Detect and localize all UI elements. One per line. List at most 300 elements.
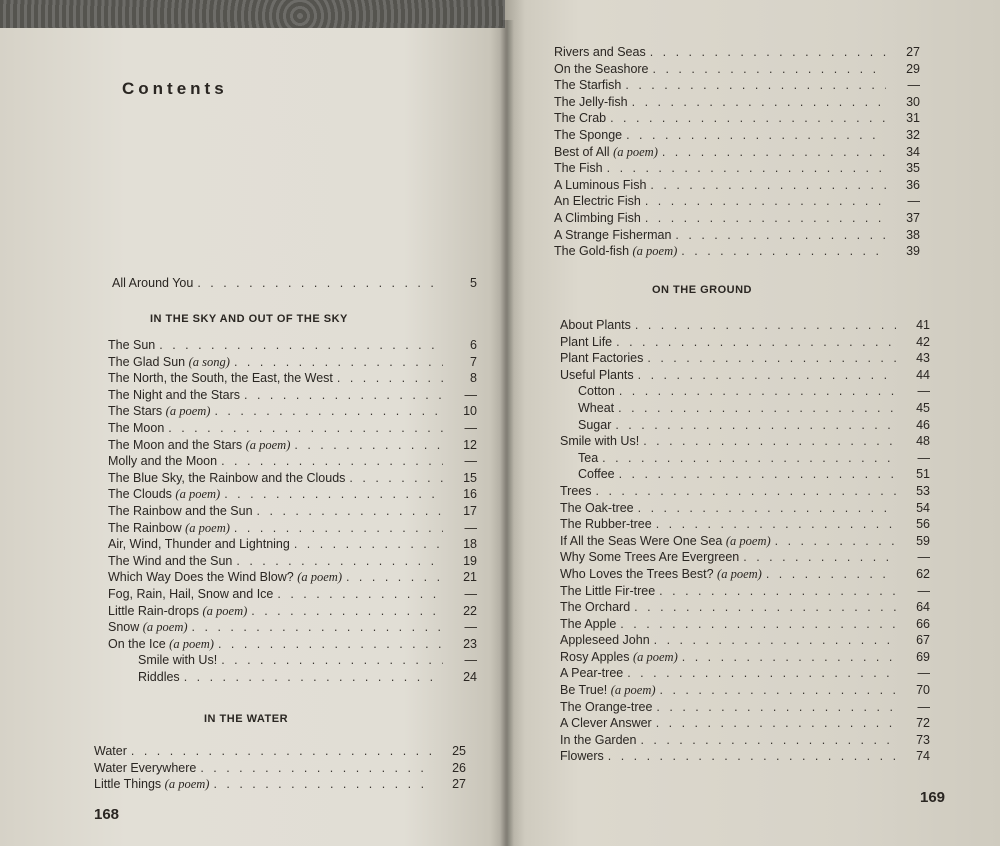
toc-entry-page: 25 — [452, 744, 466, 758]
toc-entry-title-text: The Rainbow and the Sun — [108, 503, 253, 518]
toc-entry-title — [560, 434, 643, 448]
toc-entry — [108, 604, 477, 621]
toc-entry-title-text: The Apple — [560, 616, 617, 631]
toc-entry-title — [94, 744, 131, 758]
toc-entry-note: (a poem) — [165, 404, 211, 419]
toc-entry-title-text: Molly and the Moon — [108, 454, 218, 469]
toc-entry — [108, 404, 477, 421]
toc-entry-note: (a poem) — [632, 649, 678, 664]
toc-entry — [554, 178, 920, 195]
dot-leader — [277, 587, 443, 601]
toc-entry-title-text: Trees — [560, 483, 592, 498]
toc-continued-list — [554, 45, 920, 261]
toc-entry-page: 67 — [916, 633, 930, 648]
toc-entry-page: 10 — [463, 404, 477, 419]
toc-entry-title-text: Flowers — [560, 749, 604, 764]
dot-leader — [346, 570, 443, 584]
toc-entry-page: — — [464, 620, 477, 635]
page-number-right: 169 — [920, 789, 946, 806]
dot-leader — [294, 537, 443, 551]
toc-entry-title-text: The Stars — [108, 404, 163, 419]
toc-entry-title — [112, 276, 197, 290]
toc-entry — [554, 228, 920, 245]
toc-entry-title-text: On the Ice — [108, 636, 166, 651]
toc-entry-title — [108, 471, 349, 485]
toc-entry-title — [560, 318, 635, 332]
dot-leader — [656, 700, 896, 714]
dot-leader — [635, 318, 896, 332]
toc-entry — [108, 355, 477, 372]
toc-entry-title — [560, 335, 616, 349]
toc-entry-page: — — [917, 384, 930, 399]
toc-entry-title-text: The Gold-fish — [554, 244, 630, 259]
toc-entry — [108, 653, 477, 670]
toc-entry-title — [560, 567, 766, 582]
toc-entry-page: 41 — [916, 318, 930, 332]
dot-leader — [659, 584, 896, 598]
dot-leader — [619, 384, 896, 398]
toc-entry-title — [554, 62, 653, 76]
toc-entry-title — [560, 683, 660, 698]
toc-entry-title — [108, 670, 184, 684]
toc-entry-title-text: Sugar — [578, 417, 612, 432]
dot-leader — [647, 351, 896, 365]
toc-entry-page: 27 — [452, 777, 466, 792]
toc-entry-title — [554, 161, 607, 175]
section-heading-water: IN THE WATER — [204, 713, 289, 725]
dot-leader — [627, 666, 896, 680]
dot-leader — [656, 716, 896, 730]
toc-entry — [554, 78, 920, 95]
section-heading-ground: ON THE GROUND — [652, 284, 752, 296]
toc-entry-title — [108, 421, 168, 435]
toc-entry-title-text: All Around You — [112, 276, 194, 290]
toc-entry-title — [108, 537, 294, 551]
toc-entry-title-text: Rosy Apples — [560, 649, 630, 664]
dot-leader — [337, 371, 443, 385]
toc-entry-title-text: Little Rain-drops — [108, 603, 200, 618]
toc-entry-title-text: Be True! — [560, 683, 608, 698]
toc-entry — [108, 637, 477, 654]
toc-entry-page: 36 — [906, 177, 920, 192]
toc-entry-title — [554, 78, 625, 92]
toc-entry-title-text: In the Garden — [560, 732, 637, 747]
dot-leader — [192, 620, 443, 634]
toc-entry — [108, 570, 477, 587]
toc-entry — [554, 161, 920, 178]
toc-entry — [554, 194, 920, 211]
toc-entry-page: — — [464, 520, 477, 535]
toc-entry-title — [554, 145, 662, 160]
toc-entry-title — [554, 178, 650, 192]
toc-ground-list — [560, 318, 930, 766]
toc-entry-note: (a poem) — [725, 533, 771, 548]
toc-entry-title — [560, 351, 647, 365]
toc-entry-note: (a poem) — [632, 244, 678, 259]
toc-entry — [112, 276, 477, 293]
toc-entry-page: — — [464, 653, 477, 668]
dot-leader — [626, 128, 886, 142]
dot-leader — [619, 467, 896, 481]
toc-entry-title — [560, 617, 620, 631]
dot-leader — [610, 111, 886, 125]
toc-sky-list — [108, 338, 477, 686]
toc-entry — [560, 418, 930, 435]
toc-entry — [560, 633, 930, 650]
toc-entry-title — [108, 587, 277, 601]
toc-entry — [560, 683, 930, 700]
toc-entry — [560, 617, 930, 634]
dot-leader — [662, 145, 886, 159]
toc-entry-title — [560, 517, 656, 531]
toc-entry — [560, 666, 930, 683]
toc-entry-page: 18 — [463, 537, 477, 552]
section-heading-sky: IN THE SKY AND OUT OF THE SKY — [150, 313, 348, 325]
toc-entry-title — [108, 504, 257, 518]
toc-entry — [554, 211, 920, 228]
toc-entry-title — [554, 228, 675, 242]
toc-entry-title — [560, 467, 619, 481]
toc-entry — [560, 401, 930, 418]
toc-entry-page: 53 — [916, 483, 930, 498]
toc-entry-title-text: The Fish — [554, 161, 603, 176]
toc-entry-page: — — [917, 666, 930, 681]
toc-entry — [108, 487, 477, 504]
toc-entry-page: 48 — [916, 434, 930, 449]
toc-entry-title — [560, 749, 608, 763]
toc-entry-title-text: Appleseed John — [560, 633, 650, 648]
toc-entry-title — [560, 484, 596, 498]
toc-entry — [108, 670, 477, 687]
toc-entry-page: 73 — [916, 732, 930, 747]
toc-entry-title-text: The Glad Sun — [108, 354, 186, 369]
toc-entry-title — [560, 550, 743, 564]
dot-leader — [660, 683, 896, 697]
toc-entry-title-text: About Plants — [560, 318, 631, 332]
toc-entry-page: 24 — [463, 669, 477, 684]
toc-entry — [560, 351, 930, 368]
dot-leader — [236, 554, 443, 568]
toc-entry-title-text: Smile with Us! — [560, 434, 640, 449]
toc-entry-title — [108, 521, 234, 536]
toc-entry-title — [560, 534, 775, 549]
toc-entry — [560, 318, 930, 335]
toc-entry — [560, 600, 930, 617]
toc-entry-page: 17 — [463, 503, 477, 518]
toc-entry — [560, 534, 930, 551]
toc-entry — [560, 484, 930, 501]
toc-entry-title-text: Little Things — [94, 777, 162, 792]
toc-entry — [108, 388, 477, 405]
toc-entry — [560, 434, 930, 451]
toc-entry-page: 32 — [906, 127, 920, 142]
toc-entry-page: 19 — [463, 553, 477, 568]
toc-entry-title-text: A Strange Fisherman — [554, 227, 672, 242]
toc-entry-title — [560, 600, 634, 614]
toc-entry — [554, 111, 920, 128]
dot-leader — [224, 487, 443, 501]
toc-entry — [560, 384, 930, 401]
toc-entry-note: (a poem) — [717, 566, 762, 581]
dot-leader — [221, 454, 443, 468]
toc-entry-page: — — [464, 387, 477, 402]
book-spine-gutter — [500, 20, 514, 846]
toc-entry — [554, 145, 920, 162]
toc-entry-page: 59 — [916, 533, 930, 548]
toc-entry-page: 51 — [916, 467, 930, 482]
toc-entry-title — [560, 451, 602, 465]
toc-entry-page: 45 — [916, 400, 930, 415]
dot-leader — [640, 733, 896, 747]
toc-entry-page: 38 — [906, 227, 920, 242]
toc-intro-list — [112, 276, 477, 293]
dot-leader — [634, 600, 896, 614]
dot-leader — [643, 434, 896, 448]
toc-entry-page: 27 — [906, 45, 920, 59]
toc-entry-title — [108, 653, 221, 667]
toc-entry-title-text: The Blue Sky, the Rainbow and the Clouds — [108, 470, 346, 485]
dot-leader — [251, 604, 443, 618]
dot-leader — [234, 521, 443, 535]
toc-entry-page: — — [917, 699, 930, 714]
toc-entry-note: (a poem) — [610, 683, 656, 698]
toc-entry-title-text: Useful Plants — [560, 367, 634, 382]
dot-leader — [200, 761, 432, 775]
toc-entry-note: (a poem) — [164, 777, 210, 792]
toc-entry-page: 37 — [906, 210, 920, 225]
toc-entry-title-text: Tea — [578, 450, 599, 465]
toc-entry-title-text: The Jelly-fish — [554, 94, 628, 109]
toc-entry — [560, 700, 930, 717]
toc-entry-title-text: Why Some Trees Are Evergreen — [560, 550, 740, 565]
dot-leader — [743, 550, 896, 564]
toc-entry-title-text: Who Loves the Trees Best? — [560, 566, 714, 581]
toc-entry-title-text: Water Everywhere — [94, 760, 197, 775]
toc-entry-note: (a poem) — [169, 636, 214, 651]
dot-leader — [596, 484, 897, 498]
toc-entry-title — [560, 650, 682, 665]
toc-entry-page: 42 — [916, 334, 930, 349]
toc-entry-page: 72 — [916, 716, 930, 731]
toc-entry-page: 22 — [463, 603, 477, 618]
toc-entry — [560, 650, 930, 667]
toc-entry-page: 30 — [906, 94, 920, 109]
toc-entry-title — [560, 666, 627, 680]
toc-entry-page: 69 — [916, 649, 930, 664]
toc-entry-title-text: The Sponge — [554, 127, 623, 142]
toc-entry-title — [554, 211, 645, 225]
toc-entry — [560, 550, 930, 567]
toc-entry — [560, 517, 930, 534]
toc-entry-title — [560, 501, 638, 515]
toc-entry-title-text: An Electric Fish — [554, 194, 641, 209]
dot-leader — [294, 438, 443, 452]
toc-entry-title — [108, 388, 244, 402]
toc-entry-title — [560, 584, 659, 598]
dot-leader — [650, 178, 886, 192]
toc-entry — [560, 716, 930, 733]
page-number-left: 168 — [94, 806, 120, 823]
dot-leader — [618, 401, 896, 415]
toc-entry-page: — — [917, 550, 930, 565]
toc-entry-note: (a song) — [188, 354, 230, 369]
dot-leader — [168, 421, 443, 435]
toc-entry-page: 35 — [906, 161, 920, 176]
toc-entry — [560, 749, 930, 766]
toc-entry-title-text: The Night and the Stars — [108, 387, 241, 402]
dot-leader — [616, 335, 896, 349]
toc-entry-title — [108, 338, 159, 352]
toc-entry-page: 26 — [452, 760, 466, 775]
toc-entry-title-text: Which Way Does the Wind Blow? — [108, 570, 294, 585]
toc-entry-page: 66 — [916, 616, 930, 631]
toc-entry-title — [108, 637, 218, 652]
toc-entry-title-text: The Rubber-tree — [560, 517, 652, 532]
toc-entry — [560, 733, 930, 750]
toc-entry — [560, 451, 930, 468]
toc-entry — [560, 335, 930, 352]
toc-entry-page: 34 — [906, 144, 920, 159]
dot-leader — [656, 517, 896, 531]
toc-entry-title — [108, 620, 192, 635]
toc-entry-page: 23 — [463, 636, 477, 651]
toc-entry — [108, 438, 477, 455]
toc-entry — [554, 62, 920, 79]
toc-entry — [108, 421, 477, 438]
dot-leader — [775, 534, 896, 548]
toc-entry-title-text: A Luminous Fish — [554, 177, 647, 192]
toc-entry-page: 6 — [470, 338, 477, 352]
toc-entry — [108, 620, 477, 637]
toc-entry-note: (a poem) — [202, 603, 248, 618]
dot-leader — [675, 228, 886, 242]
toc-entry-title — [108, 355, 234, 370]
toc-entry-page: — — [464, 420, 477, 435]
toc-entry-page: — — [464, 586, 477, 601]
dot-leader — [645, 194, 886, 208]
dot-leader — [608, 749, 896, 763]
toc-entry-title — [554, 95, 632, 109]
dot-leader — [638, 368, 896, 382]
toc-entry-title — [554, 128, 626, 142]
toc-entry-page: 8 — [470, 371, 477, 386]
toc-entry-title-text: The Little Fir-tree — [560, 583, 656, 598]
toc-entry-page: 54 — [916, 500, 930, 515]
toc-entry-note: (a poem) — [185, 520, 230, 535]
toc-entry — [554, 244, 920, 261]
toc-entry-title-text: The Orange-tree — [560, 699, 653, 714]
toc-entry — [554, 45, 920, 62]
toc-entry — [108, 338, 477, 355]
toc-entry — [560, 584, 930, 601]
toc-entry — [108, 371, 477, 388]
toc-entry-page: 31 — [906, 111, 920, 126]
toc-entry-title — [108, 604, 251, 619]
toc-entry-title — [94, 761, 200, 775]
toc-entry-title-text: A Pear-tree — [560, 666, 624, 681]
toc-entry — [108, 504, 477, 521]
toc-entry-page: 5 — [470, 276, 477, 290]
toc-entry-page: 21 — [463, 570, 477, 585]
toc-entry-title — [560, 368, 638, 382]
toc-entry-title — [108, 371, 337, 385]
toc-entry-title — [108, 554, 236, 568]
toc-entry-title-text: A Clever Answer — [560, 716, 652, 731]
toc-entry-title-text: The Moon and the Stars — [108, 437, 243, 452]
toc-entry-page: — — [907, 194, 920, 209]
toc-entry-title — [94, 777, 213, 792]
toc-entry-title-text: The Crab — [554, 111, 607, 126]
toc-entry-note: (a poem) — [142, 620, 188, 635]
toc-entry-title — [108, 404, 214, 419]
toc-entry — [94, 744, 466, 761]
toc-entry-title — [560, 733, 640, 747]
toc-entry-title — [560, 633, 654, 647]
toc-entry-title-text: On the Seashore — [554, 61, 649, 76]
toc-entry-title-text: Water — [94, 744, 127, 758]
toc-entry-page: — — [917, 583, 930, 598]
toc-entry-title-text: Air, Wind, Thunder and Lightning — [108, 537, 290, 552]
toc-entry-page: 16 — [463, 487, 477, 502]
dot-leader — [218, 637, 443, 651]
dot-leader — [620, 617, 896, 631]
toc-entry-title — [108, 570, 346, 585]
dot-leader — [653, 62, 886, 76]
toc-entry-note: (a poem) — [245, 437, 291, 452]
toc-entry-title-text: Cotton — [578, 384, 615, 399]
toc-entry-title-text: The Wind and the Sun — [108, 553, 233, 568]
toc-entry — [108, 471, 477, 488]
toc-entry — [108, 537, 477, 554]
contents-heading: Contents — [122, 79, 228, 98]
toc-entry-title-text: Riddles — [138, 669, 180, 684]
toc-entry-title — [554, 111, 610, 125]
toc-entry-title-text: Snow — [108, 620, 140, 635]
dot-leader — [615, 418, 896, 432]
toc-entry-title-text: The Moon — [108, 420, 165, 435]
toc-entry-page: 46 — [916, 417, 930, 432]
toc-entry — [554, 128, 920, 145]
dot-leader — [650, 45, 886, 59]
toc-entry-page: 62 — [916, 566, 930, 581]
dot-leader — [221, 653, 443, 667]
dot-leader — [632, 95, 886, 109]
toc-entry-title — [560, 716, 656, 730]
toc-entry-page: — — [907, 78, 920, 93]
dot-leader — [766, 567, 896, 581]
dot-leader — [681, 244, 886, 258]
dot-leader — [234, 355, 443, 369]
toc-entry-title-text: The North, the South, the East, the West — [108, 371, 333, 386]
toc-entry-title — [108, 487, 224, 502]
toc-entry-title — [554, 45, 650, 59]
toc-entry-title-text: If All the Seas Were One Sea — [560, 533, 723, 548]
dot-leader — [607, 161, 886, 175]
toc-entry — [560, 501, 930, 518]
dot-leader — [131, 744, 432, 758]
toc-entry-title — [554, 194, 645, 208]
toc-entry-title-text: Best of All — [554, 144, 610, 159]
toc-entry-title-text: The Orchard — [560, 600, 631, 615]
toc-entry-title-text: The Sun — [108, 338, 156, 352]
dot-leader — [197, 276, 443, 290]
toc-entry-page: 56 — [916, 517, 930, 532]
toc-entry-page: — — [464, 454, 477, 469]
toc-entry-page: 43 — [916, 351, 930, 366]
dot-leader — [682, 650, 896, 664]
toc-entry-title — [554, 244, 681, 259]
toc-entry-page: — — [917, 450, 930, 465]
